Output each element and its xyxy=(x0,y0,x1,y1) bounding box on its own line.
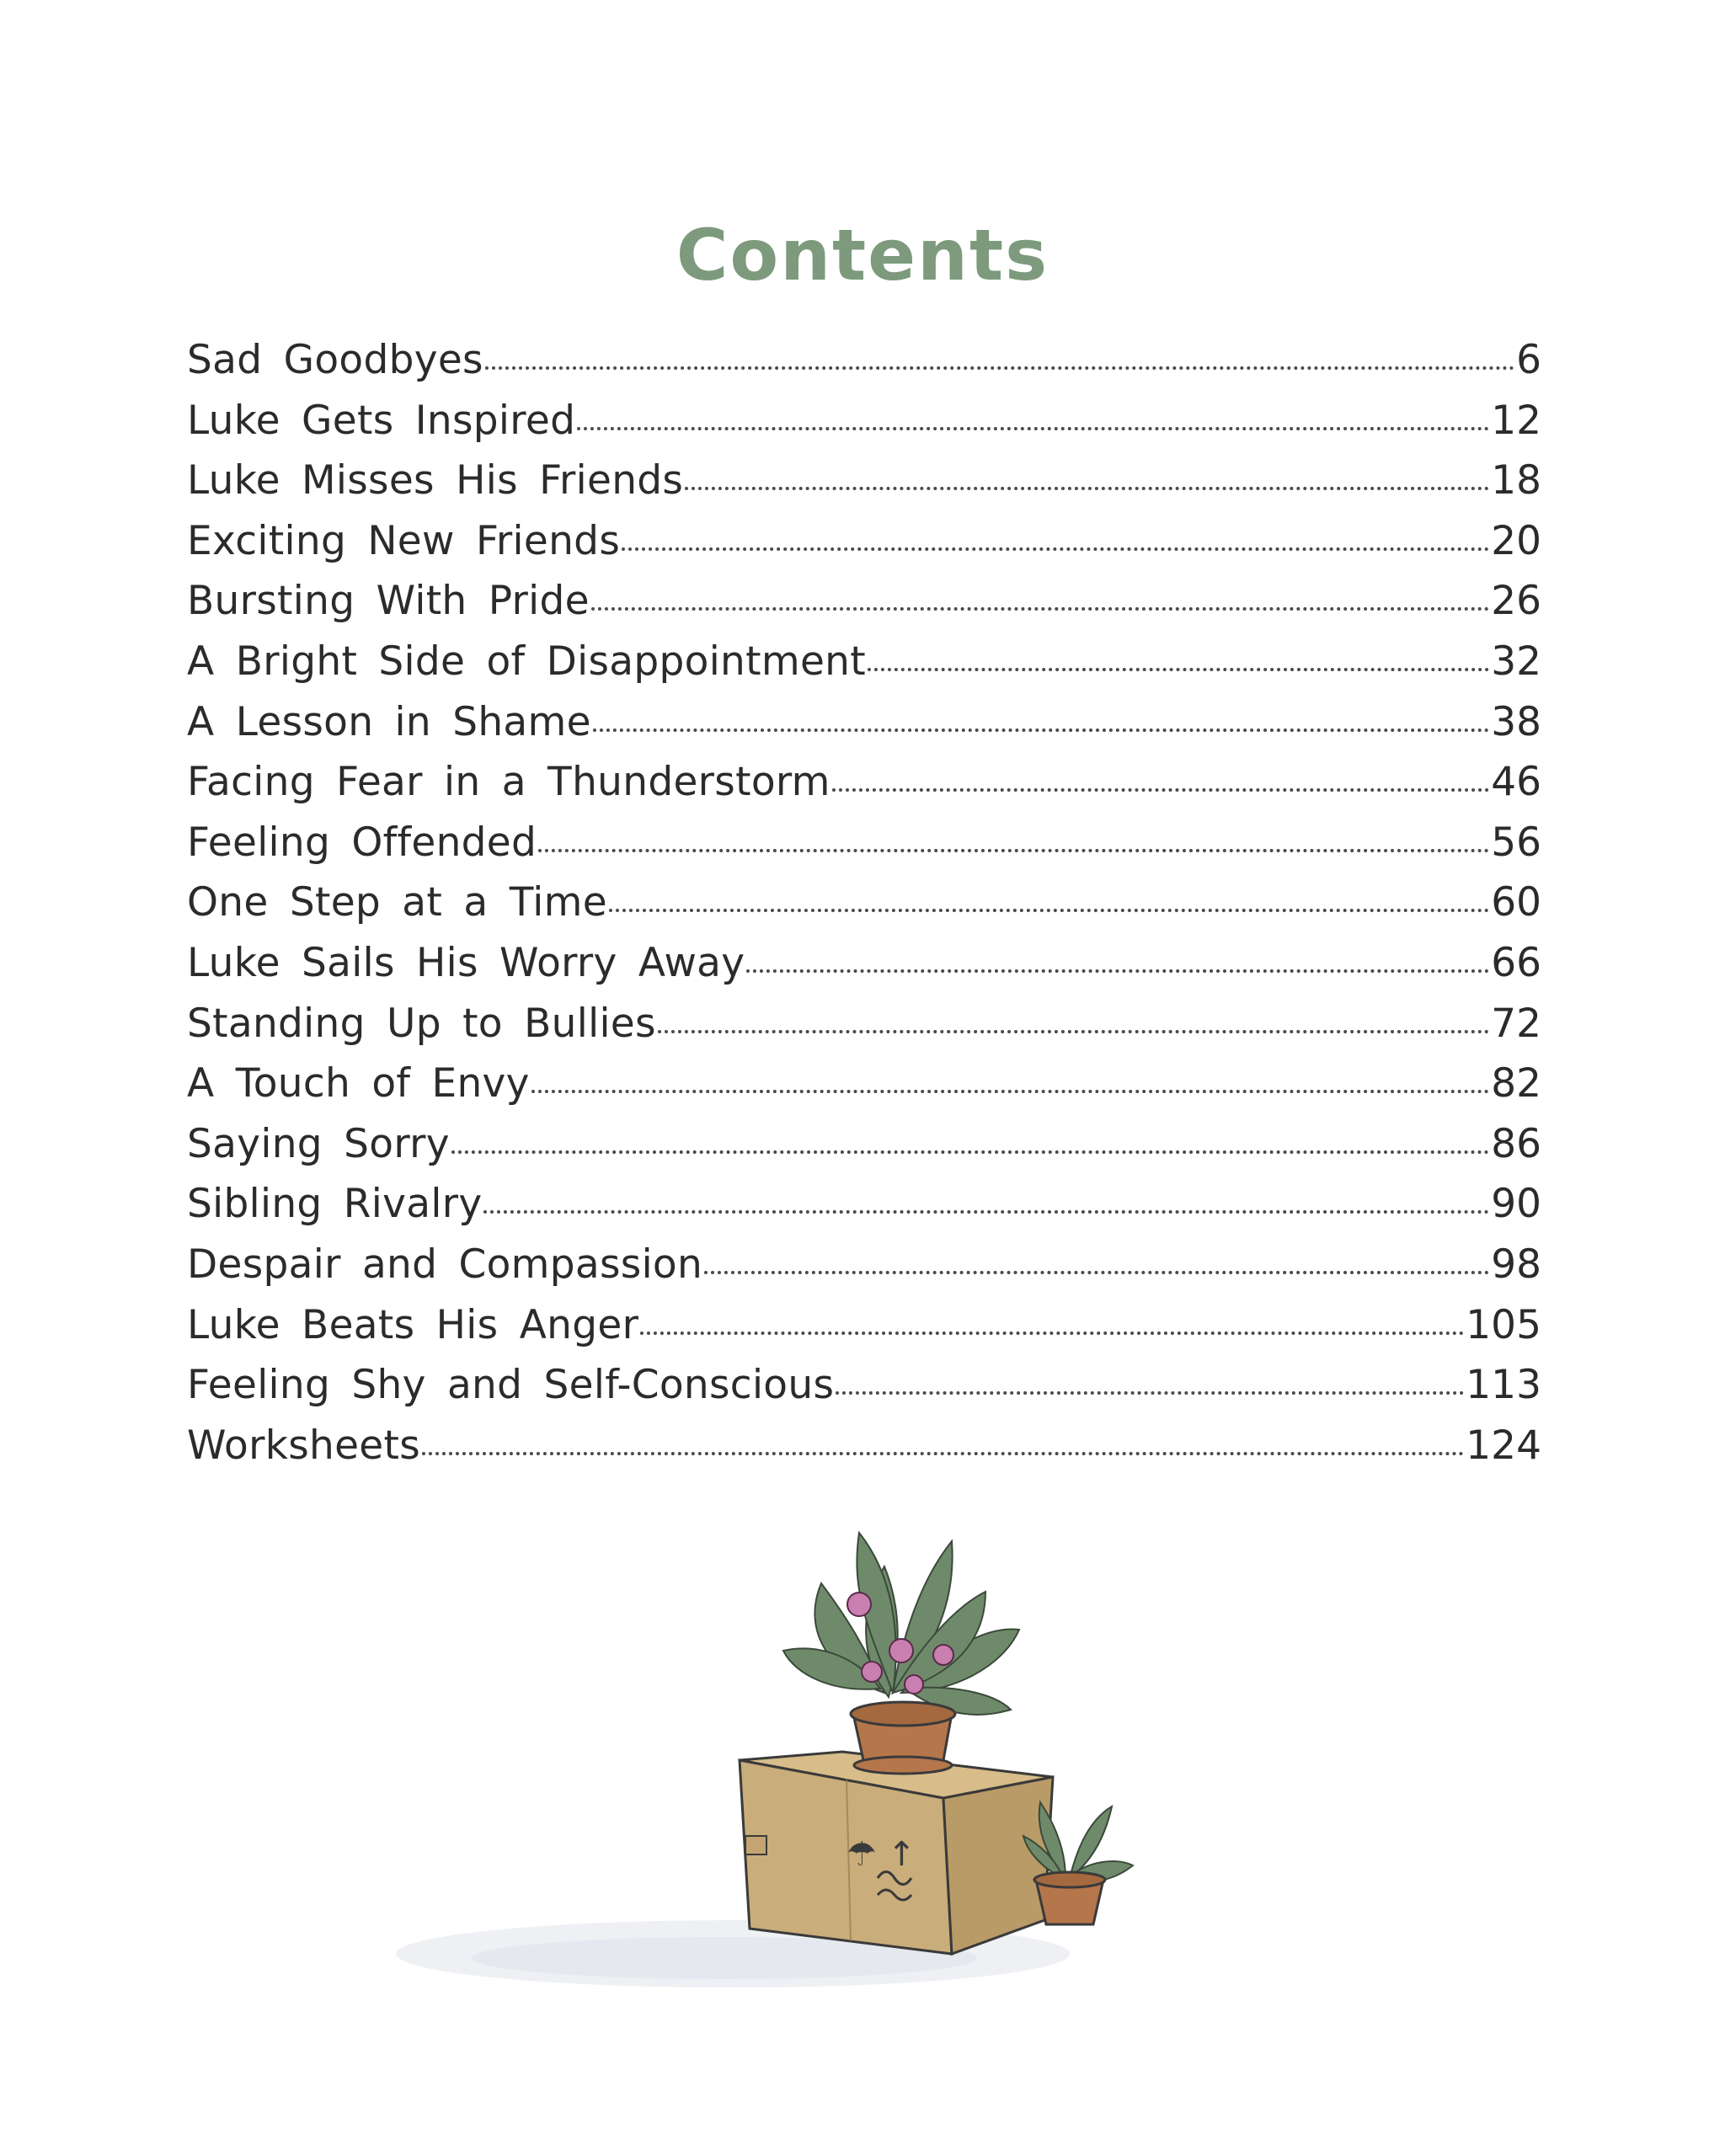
toc-dot-leader xyxy=(422,1447,1464,1455)
toc-entry-title: Facing Fear in a Thunderstorm xyxy=(187,759,830,806)
toc-entry-title: Worksheets xyxy=(187,1422,421,1469)
toc-entry-page-number: 105 xyxy=(1466,1301,1541,1348)
toc-entry-title: Saying Sorry xyxy=(187,1120,450,1167)
toc-dot-leader xyxy=(836,1386,1464,1395)
toc-entry[interactable] xyxy=(187,1114,1541,1175)
toc-entry-page-number: 86 xyxy=(1491,1120,1541,1167)
toc-entry[interactable] xyxy=(187,813,1541,873)
toc-entry-title: Despair and Compassion xyxy=(187,1241,703,1288)
toc-entry-title: Sad Goodbyes xyxy=(187,337,483,383)
page-title: Contents xyxy=(676,214,1049,297)
toc-dot-leader xyxy=(746,964,1489,973)
toc-entry-title: Bursting With Pride xyxy=(187,578,590,625)
toc-entry[interactable] xyxy=(187,1355,1541,1416)
large-pot xyxy=(851,1702,955,1774)
toc-entry-title: A Bright Side of Disappointment xyxy=(187,638,866,685)
toc-entry-page-number: 26 xyxy=(1491,578,1541,625)
toc-entry-page-number: 72 xyxy=(1491,1000,1541,1047)
svg-text:☂ ↑: ☂ ↑ xyxy=(846,1835,916,1874)
toc-entry-title: Feeling Offended xyxy=(187,819,537,866)
toc-entry-title: Luke Misses His Friends xyxy=(187,457,684,504)
toc-entry[interactable] xyxy=(187,1174,1541,1235)
toc-entry-title: Sibling Rivalry xyxy=(187,1181,483,1228)
toc-entry[interactable] xyxy=(187,752,1541,813)
toc-dot-leader xyxy=(704,1266,1489,1274)
toc-entry[interactable] xyxy=(187,933,1541,994)
toc-entry-page-number: 18 xyxy=(1491,457,1541,504)
large-plant xyxy=(783,1533,1019,1715)
toc-dot-leader xyxy=(640,1326,1464,1335)
table-of-contents xyxy=(187,330,1541,1476)
toc-dot-leader xyxy=(658,1025,1489,1033)
toc-entry[interactable] xyxy=(187,692,1541,753)
toc-entry[interactable] xyxy=(187,571,1541,632)
toc-entry-page-number: 20 xyxy=(1491,517,1541,564)
toc-entry-title: Standing Up to Bullies xyxy=(187,1000,656,1047)
toc-entry-page-number: 60 xyxy=(1491,879,1541,926)
toc-entry-title: A Touch of Envy xyxy=(187,1060,530,1107)
toc-dot-leader xyxy=(685,482,1489,490)
toc-entry[interactable] xyxy=(187,1416,1541,1476)
toc-entry-page-number: 98 xyxy=(1491,1241,1541,1288)
toc-entry-page-number: 38 xyxy=(1491,698,1541,745)
toc-dot-leader xyxy=(531,1085,1489,1093)
toc-entry[interactable] xyxy=(187,873,1541,933)
toc-entry-page-number: 32 xyxy=(1491,638,1541,685)
toc-entry[interactable] xyxy=(187,1295,1541,1356)
toc-dot-leader xyxy=(622,542,1489,551)
toc-entry[interactable] xyxy=(187,1235,1541,1295)
toc-dot-leader xyxy=(577,422,1489,430)
toc-dot-leader xyxy=(591,602,1489,611)
toc-dot-leader xyxy=(868,663,1489,671)
toc-entry-title: Feeling Shy and Self-Conscious xyxy=(187,1362,835,1409)
toc-entry[interactable] xyxy=(187,994,1541,1054)
toc-entry-page-number: 90 xyxy=(1491,1181,1541,1228)
toc-entry[interactable] xyxy=(187,511,1541,572)
toc-entry-page-number: 66 xyxy=(1491,939,1541,986)
toc-dot-leader xyxy=(483,1205,1489,1214)
toc-entry[interactable] xyxy=(187,451,1541,511)
toc-entry-page-number: 12 xyxy=(1491,397,1541,444)
toc-entry-title: Exciting New Friends xyxy=(187,517,621,564)
toc-entry-title: Luke Beats His Anger xyxy=(187,1301,639,1348)
toc-entry-title: A Lesson in Shame xyxy=(187,698,591,745)
toc-entry-page-number: 124 xyxy=(1466,1422,1541,1469)
toc-dot-leader xyxy=(538,844,1489,852)
plant-and-box-illustration xyxy=(362,1482,1154,2004)
cardboard-box xyxy=(740,1752,1053,1954)
toc-entry-page-number: 6 xyxy=(1516,337,1541,383)
toc-entry-page-number: 82 xyxy=(1491,1060,1541,1107)
toc-dot-leader xyxy=(609,904,1489,912)
toc-dot-leader xyxy=(485,361,1514,370)
toc-entry-page-number: 113 xyxy=(1466,1362,1541,1409)
toc-entry-page-number: 56 xyxy=(1491,819,1541,866)
toc-entry-page-number: 46 xyxy=(1491,759,1541,806)
toc-dot-leader xyxy=(451,1145,1489,1154)
toc-dot-leader xyxy=(593,723,1489,732)
toc-entry-title: One Step at a Time xyxy=(187,879,607,926)
toc-dot-leader xyxy=(832,783,1489,792)
toc-entry[interactable] xyxy=(187,391,1541,451)
toc-entry[interactable] xyxy=(187,632,1541,692)
toc-entry-title: Luke Gets Inspired xyxy=(187,397,576,444)
toc-entry[interactable] xyxy=(187,330,1541,391)
toc-entry[interactable] xyxy=(187,1054,1541,1114)
toc-entry-title: Luke Sails His Worry Away xyxy=(187,939,745,986)
